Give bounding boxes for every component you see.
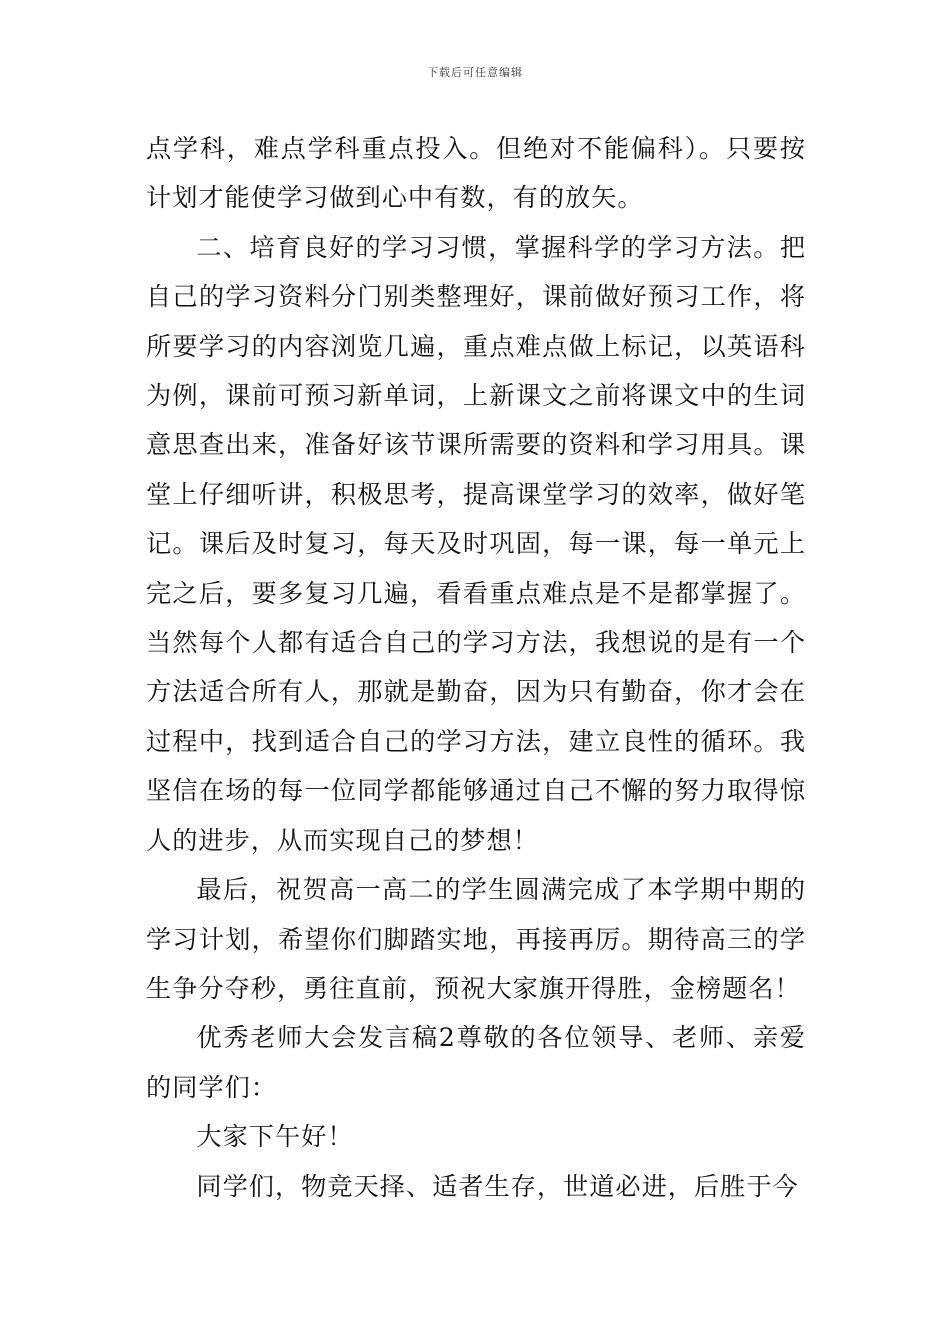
paragraph-1: 点学科，难点学科重点投入。但绝对不能偏科）。只要按计划才能使学习做到心中有数，有的放矢。 [146, 134, 806, 213]
paragraph-3: 最后，祝贺高一高二的学生圆满完成了本学期中期的学习计划，希望你们脚踏实地，再接再厉。期待高三的学生争分夺秒，勇往直前，预祝大家旗开得胜，金榜题名！ [146, 875, 806, 1003]
page-header-note: 下载后可任意编辑 [427, 66, 523, 79]
document-body [146, 124, 806, 1211]
paragraph-2: 二、培育良好的学习习惯，掌握科学的学习方法。把自己的学习资料分门别类整理好，课前做好预习工作，将所要学习的内容浏览几遍，重点难点做上标记，以英语科为例，课前可预习新单词，上新课文之前将课文中的生词意思查出来，准备好该节课所需要的资料和学习用具。课堂上仔细听讲，积极思考，提高课堂学习的效率，做好笔记。课后及时复习，每天及时巩固，每一课，每一单元上完之后，要多复习几遍，看看重点难点是不是都掌握了。当然每个人都有适合自己的学习方法，我想说的是有一个方法适合所有人，那就是勤奋，因为只有勤奋，你才会在过程中，找到适合自己的学习方法，建立良性的循环。我坚信在场的每一位同学都能够通过自己不懈的努力取得惊人的进步，从而实现自己的梦想！ [146, 232, 806, 855]
paragraph-4: 优秀老师大会发言稿2尊敬的各位领导、老师、亲爱的同学们： [146, 1023, 806, 1102]
paragraph-6: 同学们，物竞天择、适者生存，世道必进，后胜于今 [196, 1171, 799, 1201]
paragraph-5: 大家下午好！ [196, 1122, 354, 1152]
